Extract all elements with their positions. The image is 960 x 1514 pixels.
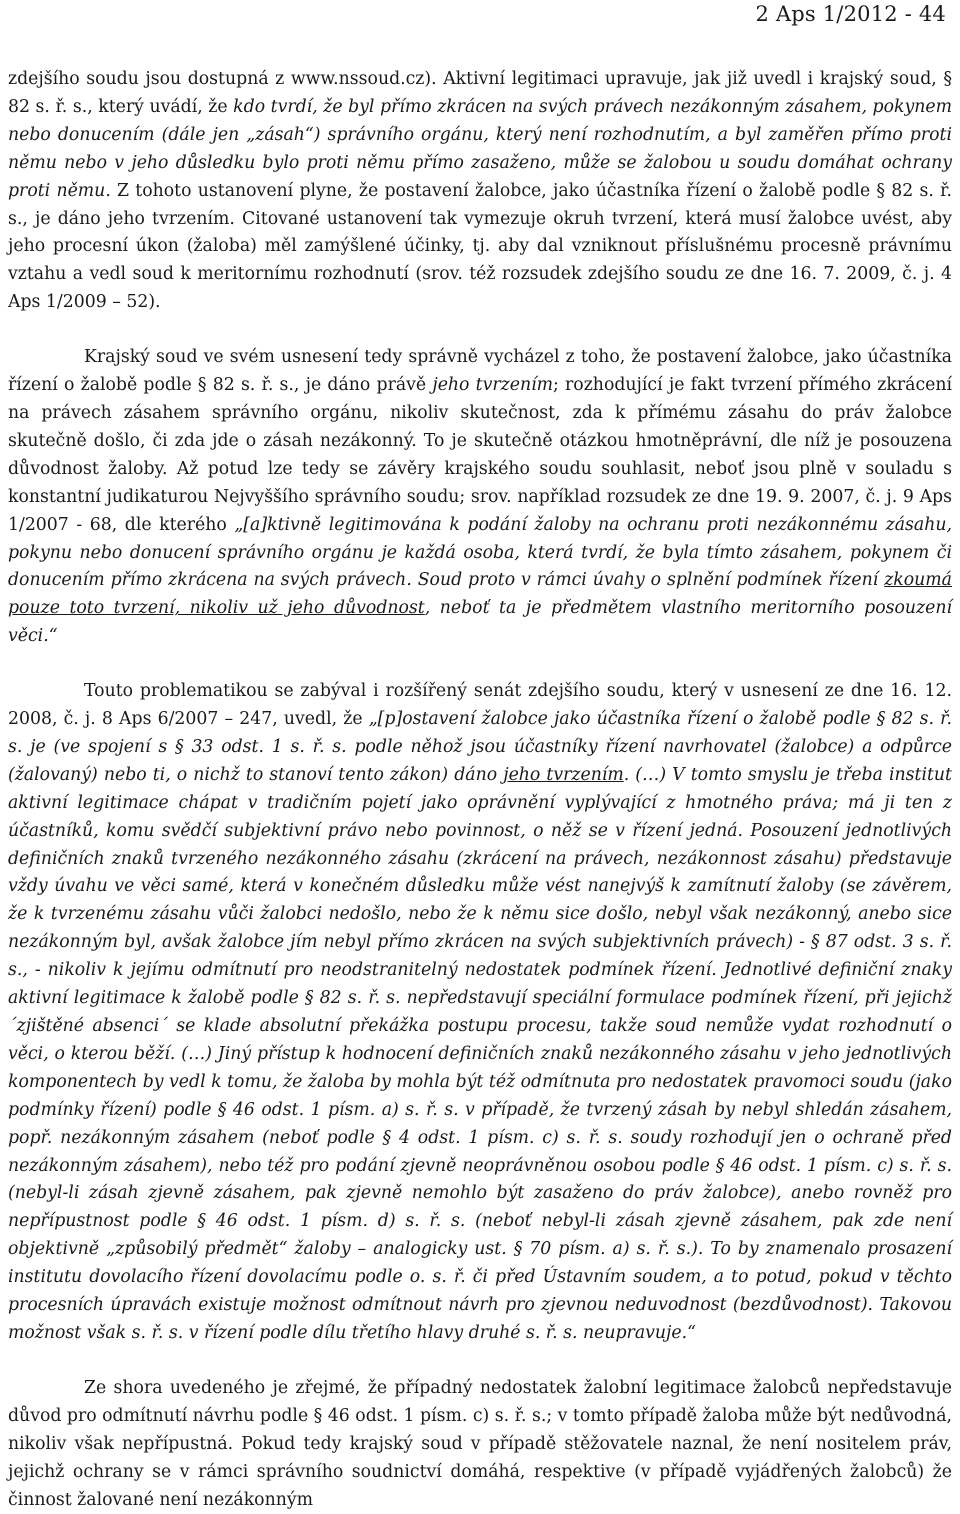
document-body	[8, 66, 952, 1514]
paragraph-3	[8, 678, 952, 1348]
text-run: Ze shora uvedeného je zřejmé, že případný nedostatek žalobní legitimace žalobců nepředstavuje důvod pro odmítnutí návrhu podle § 46 odst. 1 písm. c) s. ř. s.; v tomto případě žaloba může být nedůvodná, nikoliv však nepřípustná. Pokud tedy krajský soud v případě stěžovatele naznal, že není nositelem práv, jejichž ochrany se v rámci správního soudnictví domáhá, respektive (v případě vyjádřených žalobců) že činnost žalované není nezákonným	[8, 1377, 953, 1510]
text-run-italic: „[a]ktivně legitimována k podání žaloby na ochranu proti nezákonnému zásahu, pokynu nebo donucení správního orgánu je každá osoba, která tvrdí, že byla tímto zásahem, pokynem či donucením přímo zkrácena na svých právech. Soud proto v rámci úvahy o splnění podmínek řízení	[8, 514, 952, 591]
text-run: Z tohoto ustanovení plyne, že postavení žalobce, jako účastníka řízení o žalobě podle § 82 s. ř. s., je dáno jeho tvrzením. Citované ustanovení tak vymezuje okruh tvrzení, která musí žalobce uvést, aby jeho procesní úkon (žaloba) měl zamýšlené účinky, tj. aby dal vzniknout příslušnému procesně právnímu vztahu a vedl soud k meritornímu rozhodnutí (srov. též rozsudek zdejšího soudu ze dne 16. 7. 2009, č. j. 4 Aps 1/2009 – 52).	[8, 180, 952, 313]
text-run-italic: „[p]ostavení žalobce jako účastníka řízení o žalobě podle § 82 s. ř. s. je (ve spojení s § 33 odst. 1 s. ř. s. podle něhož jsou účastníky řízení navrhovatel (žalobce) a odpůrce (žalovaný) nebo ti, o nichž to stanoví tento zákon) dáno	[8, 709, 952, 785]
text-run-italic: kdo tvrdí, že byl přímo zkrácen na svých právech nezákonným zásahem, pokynem nebo donucením (dále jen „zásah“) správního orgánu, který není rozhodnutím, a byl zaměřen přímo proti němu nebo v jeho důsledku bylo proti němu přímo zasaženo, může se žalobou u soudu domáhat ochrany proti němu.	[8, 96, 952, 201]
text-run-italic: . (…) V tomto smyslu je třeba institut aktivní legitimace chápat v tradičním pojetí jako oprávnění vyplývající z hmotného práva; má ji ten z účastníků, komu svědčí subjektivní právo nebo povinnost, o něž se v řízení jedná. Posouzení jednotlivých definičních znaků tvrzeného nezákonného zásahu (zkrácení na právech, nezákonnost zásahu) představuje vždy úvahu ve věci samé, která v konečném důsledku může vést nanejvýš k zamítnutí žaloby (se závěrem, že k tvrzenému zásahu vůči žalobci nedošlo, nebo že k němu sice došlo, nebyl však nezákonný, anebo sice nezákonným byl, avšak žalobce jím nebyl přímo zkrácen na svých subjektivních právech) - § 87 odst. 3 s. ř. s., - nikoliv k jejímu odmítnutí pro neodstranitelný nedostatek podmínek řízení. Jednotlivé definiční znaky aktivní legitimace k žalobě podle § 82 s. ř. s. nepředstavují speciální formulace podmínek řízení, při jejichž ´zjištěné absenci´ se klade absolutní překážka postupu procesu, takže soud nemůže vydat rozhodnutí o věci, o kterou běží. (…) Jiný přístup k hodnocení definičních znaků nezákonného zásahu v jeho jednotlivých komponentech by vedl k tomu, že žaloba by mohla být též odmítnuta pro nedostatek pravomoci soudu (jako podmínky řízení) podle § 46 odst. 1 písm. a) s. ř. s. v případě, že tvrzený zásah by nebyl shledán zásahem, popř. nezákonným zásahem (neboť podle § 4 odst. 1 písm. c) s. ř. s. soudy rozhodují jen o ochraně před nezákonným zásahem), nebo též pro podání zjevně neoprávněnou osobou podle § 46 odst. 1 písm. c) s. ř. s. (nebyl-li zásah zjevně zásahem, pak zjevně nemohlo být zasaženo do práv žalobce), anebo rovněž pro nepřípustnost podle § 46 odst. 1 písm. d) s. ř. s. (neboť nebyl-li zásah zjevně zásahem, pak zde není objektivně „způsobilý předmět“ žaloby – analogicky ust. § 70 písm. a) s. ř. s.). To by znamenalo prosazení institutu dovolacího řízení dovolacímu podle o. s. ř. či před Ústavním soudem, a to potud, pokud v těchto procesních úpravách existuje možnost odmítnout návrh pro zjevnou neduvodnost (bezdůvodnost). Takovou možnost však s. ř. s. v řízení podle dílu třetího hlavy druhé s. ř. s. neupravuje.“	[8, 764, 952, 1343]
paragraph-4	[8, 1375, 952, 1514]
text-run: Touto problematikou se zabýval i rozšířený senát zdejšího soudu, který v usnesení ze dne 16. 12. 2008, č. j. 8 Aps 6/2007 – 247, uvedl, že	[8, 681, 952, 730]
text-run: zdejšího soudu jsou dostupná z www.nssoud.cz). Aktivní legitimaci upravuje, jak již uvedl i krajský soud, § 82 s. ř. s., který uvádí, že	[8, 69, 952, 117]
text-run: Krajský soud ve svém usnesení tedy správně vycházel z toho, že postavení žalobce, jako účastníka řízení o žalobě podle § 82 s. ř. s., je dáno právě	[8, 347, 952, 396]
page-header-ref: 2 Aps 1/2012 - 44	[755, 2, 946, 26]
text-run-italic: , neboť ta je předmětem vlastního meritorního posouzení věci.“	[8, 598, 952, 647]
text-run: ; rozhodující je fakt tvrzení přímého zkrácení na právech zásahem správního orgánu, nikoliv skutečnost, zda k přímému zásahu do práv žalobce skutečně došlo, či zda jde o zásah nezákonný. To je skutečně otázkou hmotněprávní, dle níž je posouzena důvodnost žaloby. Až potud lze tedy se závěry krajského soudu souhlasit, neboť jsou plně v souladu s konstantní judikaturou Nejvyššího správního soudu; srov. například rozsudek ze dne 19. 9. 2007, č. j. 9 Aps 1/2007 - 68, dle kterého	[8, 375, 953, 535]
paragraph-1	[8, 66, 952, 317]
text-run-italic-underlined: zkoumá pouze toto tvrzení, nikoliv už jeho důvodnost	[8, 570, 952, 619]
text-run-italic: jeho tvrzením	[432, 375, 554, 396]
paragraph-2	[8, 344, 952, 651]
text-run-italic-underlined: jeho tvrzením	[503, 764, 624, 785]
